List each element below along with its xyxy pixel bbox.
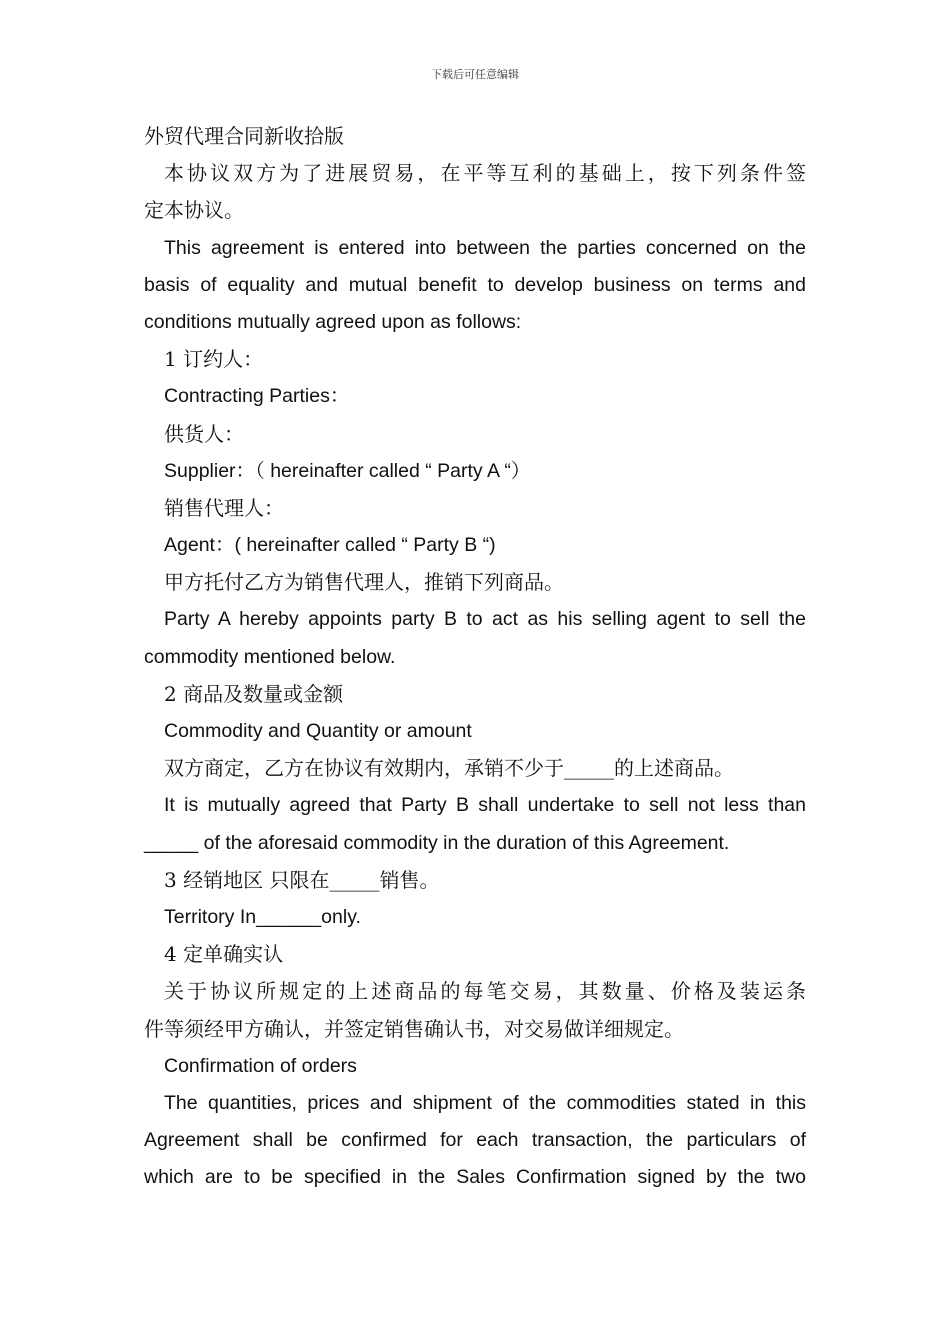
section-heading: Contracting Parties：	[164, 385, 350, 408]
paragraph-line: Agreement shall be confirmed for each transaction, the particulars of	[144, 1129, 806, 1152]
paragraph-line: It is mutually agreed that Party B shall undertake to sell not less than	[164, 794, 806, 817]
page-header: 下载后可任意编辑	[431, 68, 519, 81]
paragraph-line: 件等须经甲方确认，并签定销售确认书，对交易做详细规定。	[144, 1016, 684, 1041]
paragraph-line: 双方商定，乙方在协议有效期内，承销不少于_____的上述商品。	[164, 756, 734, 781]
paragraph-line: 关于协议所规定的上述商品的每笔交易，其数量、价格及装运条	[164, 979, 806, 1004]
paragraph-line: 定本协议。	[144, 198, 244, 223]
paragraph-line: which are to be specified in the Sales Confirmation signed by the two	[144, 1166, 806, 1189]
paragraph-line: _____ of the aforesaid commodity in the duration of this Agreement.	[144, 831, 730, 854]
paragraph-line: basis of equality and mutual benefit to develop business on terms and	[144, 273, 806, 296]
paragraph-line: The quantities, prices and shipment of the commodities stated in this	[164, 1091, 806, 1114]
section-heading: 1 订约人：	[164, 347, 264, 372]
section-heading: 3 经销地区 只限在_____销售。	[164, 867, 440, 892]
paragraph-line: conditions mutually agreed upon as follows:	[144, 310, 522, 333]
paragraph-line: Party A hereby appoints party B to act as his selling agent to sell the	[164, 608, 806, 631]
paragraph-line: 销售代理人：	[164, 495, 284, 520]
paragraph-line: Agent：( hereinafter called “ Party B “)	[164, 534, 496, 557]
paragraph-line: Supplier：（ hereinafter called “ Party A “）	[164, 459, 531, 482]
paragraph-line: commodity mentioned below.	[144, 645, 396, 668]
section-heading: Commodity and Quantity or amount	[164, 720, 472, 742]
paragraph-line: 甲方托付乙方为销售代理人，推销下列商品。	[164, 570, 564, 595]
paragraph-line: Territory In______only.	[164, 905, 361, 928]
paragraph-line: 供货人：	[164, 421, 244, 446]
section-heading: Confirmation of orders	[164, 1054, 357, 1077]
section-heading: 2 商品及数量或金额	[164, 681, 344, 706]
document-title: 外贸代理合同新收拾版	[144, 124, 344, 148]
section-heading: 4 定单确实认	[164, 942, 284, 967]
paragraph-line: 本协议双方为了进展贸易，在平等互利的基础上，按下列条件签	[164, 161, 806, 186]
document-body	[144, 118, 806, 1196]
paragraph-line: This agreement is entered into between the parties concerned on the	[164, 236, 806, 259]
